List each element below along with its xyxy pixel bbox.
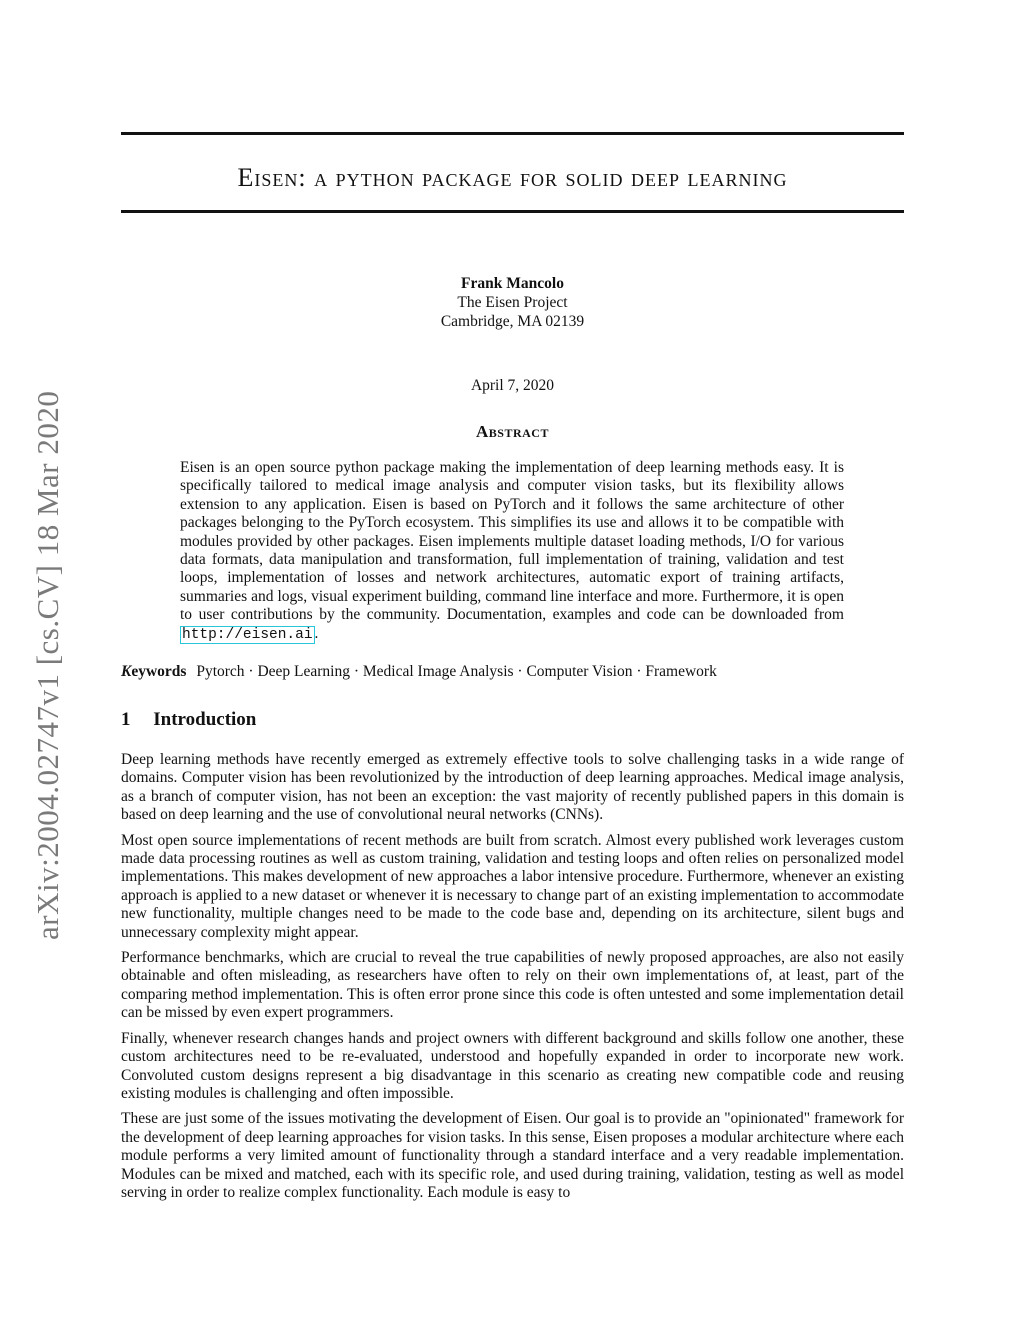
eisen-website-link[interactable]: http://eisen.ai [182, 626, 313, 643]
author-location: Cambridge, MA 02139 [440, 313, 585, 330]
abstract-body [180, 459, 844, 644]
keywords-label: Keywords [121, 663, 187, 680]
introduction-body [121, 751, 904, 1209]
author-affiliation: The Eisen Project [457, 294, 568, 311]
paragraph: Deep learning methods have recently emerged as extremely effective tools to solve challenging tasks in a wide range of domains. Computer vision has been revolutionized by the introduction of deep learning approaches. Medical image analysis, as a branch of computer vision, has not been an exception: the vast majority of recently published papers in this domain is based on deep learning and the use of convolutional neural networks (CNNs). [121, 751, 904, 824]
author-block [121, 274, 904, 331]
abstract-heading: Abstract [476, 422, 549, 441]
paper-title: Eisen: a python package for solid deep learning [237, 163, 788, 192]
arxiv-identifier-stamp: arXiv:2004.02747v1 [cs.CV] 18 Mar 2020 [30, 390, 65, 940]
author-name: Frank Mancolo [461, 275, 564, 292]
abstract-end: . [314, 624, 319, 642]
paper-date: April 7, 2020 [470, 377, 555, 394]
paragraph: Performance benchmarks, which are crucial to reveal the true capabilities of newly proposed approaches, are also not easily obtainable and often misleading, as researchers have often to rely on their own implementations of, at least, part of the comparing method implementation. This is often error prone since this code is often untested and some implementation detail can be missed by even expert programmers. [121, 949, 904, 1022]
section-title: Introduction [153, 709, 257, 730]
section-number: 1 [121, 709, 131, 730]
abstract-text: Eisen is an open source python package making the implementation of deep learning methods easy. It is specifically tailored to medical image analysis and computer vision tasks, but its flexibility allows extension to any application. Eisen is based on PyTorch and it follows the same architecture of other packages belonging to the PyTorch ecosystem. This simplifies its use and allows it to be compatible with modules provided by other packages. Eisen implements multiple dataset loading methods, I/O for various data formats, data manipulation and transformation, full implementation of training, validation and test loops, implementation of losses and network architectures, automatic export of training artifacts, summaries and logs, visual experiment building, command line interface and more. Furthermore, it is open to user contributions by the community. Documentation, examples and code can be downloaded from [180, 459, 844, 624]
paragraph: These are just some of the issues motivating the development of Eisen. Our goal is to provide an "opinionated" framework for the development of deep learning approaches for vision tasks. In this sense, Eisen proposes a modular architecture where each module performs a very limited amount of functionality through a standard interface and a very readable implementation. Modules can be mixed and matched, each with its specific role, and used during training, validation, testing as well as model serving in order to realize complex functionality. Each module is easy to [121, 1110, 904, 1201]
title-bottom-rule [121, 210, 904, 213]
section-heading-introduction [121, 709, 256, 731]
paragraph: Most open source implementations of recent methods are built from scratch. Almost every published work leverages custom made data processing routines as well as custom training, validation and testing loops and often relies on personalized model implementations. This makes development of new approaches a labor intensive procedure. Furthermore, whenever an existing approach is applied to a new dataset or whenever it is necessary to change part of an existing implementation to accommodate new functionality, multiple changes need to be made to the code base and, depending on its architecture, silent bugs and unnecessary complexity might appear. [121, 831, 904, 941]
title-top-rule [121, 132, 904, 135]
keywords-line [121, 663, 904, 681]
paragraph: Finally, whenever research changes hands and project owners with different background and skills follow one another, these custom architectures need to be re-evaluated, understood and hopefully expanded in order to incorporate new work. Convoluted custom designs represent a big disadvantage in this scenario as creating new compatible code and reusing existing modules is challenging and often impossible. [121, 1029, 904, 1102]
keywords-list: Pytorch · Deep Learning · Medical Image Analysis · Computer Vision · Framework [196, 663, 717, 680]
